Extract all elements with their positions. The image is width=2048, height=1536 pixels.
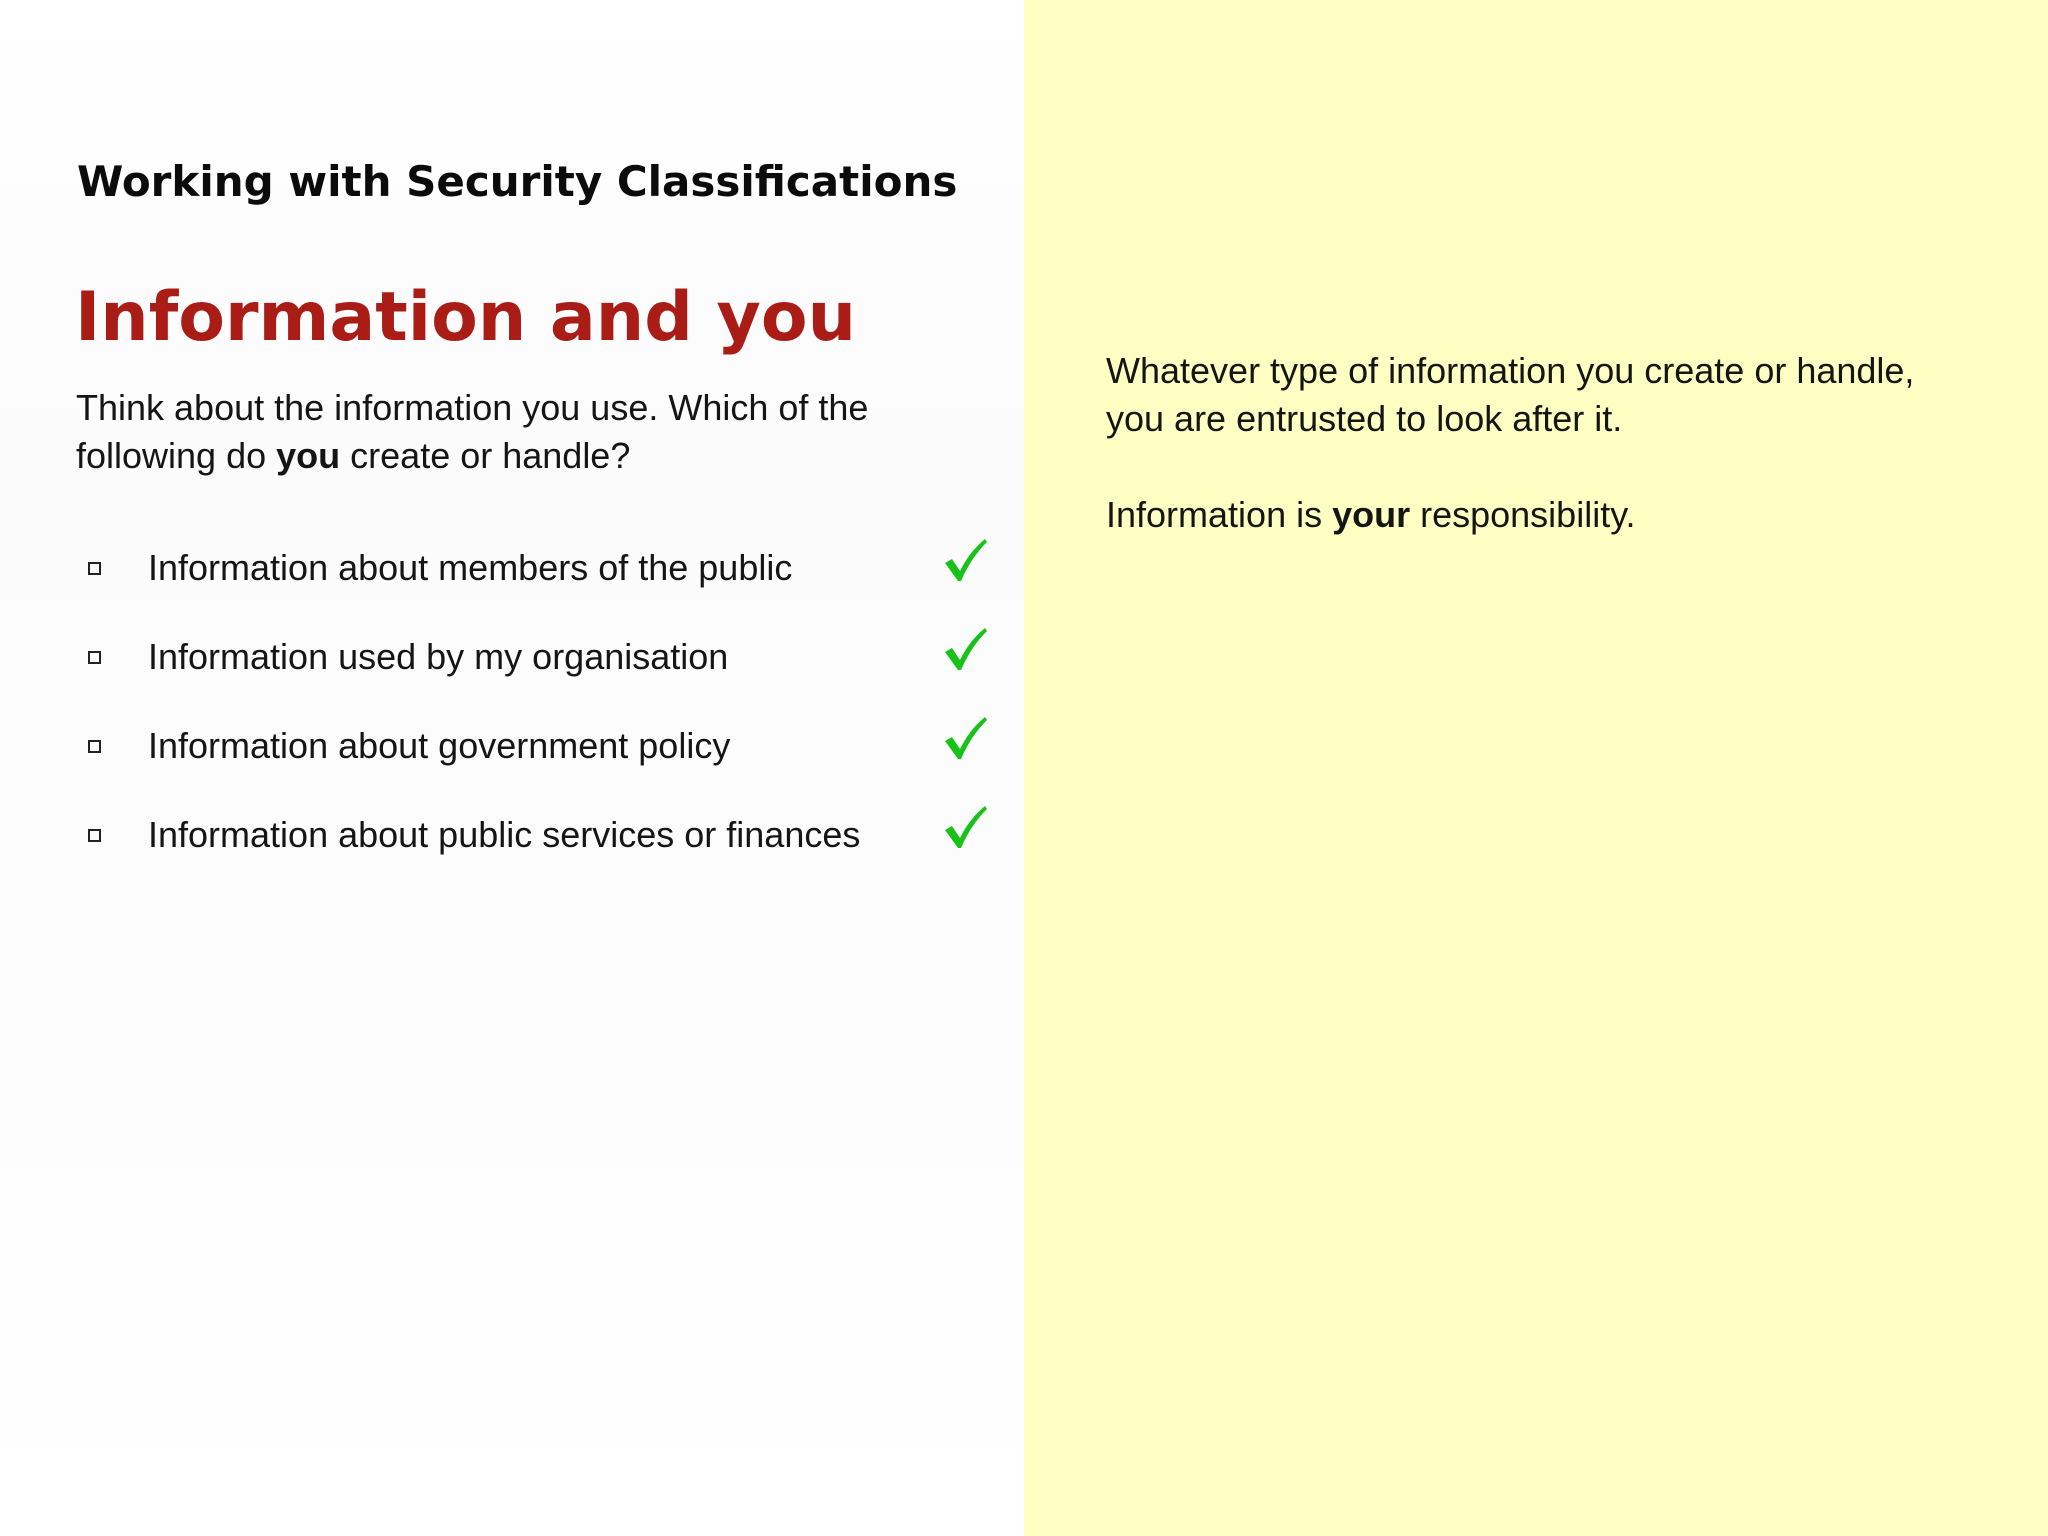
course-title: Working with Security Classifications [77,157,958,206]
responsibility-paragraph [1106,491,1966,539]
checklist-item-label: Information about government policy [148,725,731,766]
checklist-item [80,625,1000,714]
intro-text-prefix: Think about the information you use. Which of the following do [76,387,869,476]
empty-square-icon [88,829,101,842]
checklist-item-label: Information about members of the public [148,547,793,588]
responsibility-prefix: Information is [1106,494,1333,535]
green-check-icon [942,714,988,762]
responsibility-suffix: responsibility. [1410,494,1636,535]
empty-square-icon [88,740,101,753]
green-check-icon [942,536,988,584]
checklist-item-label: Information about public services or finances [148,814,861,855]
responsibility-emphasis: your [1332,494,1411,535]
information-checklist [80,536,1000,892]
entrusted-paragraph: Whatever type of information you create or handle, you are entrusted to look after it. [1106,350,1915,439]
intro-text [76,384,976,480]
green-check-icon [942,803,988,851]
empty-square-icon [88,651,101,664]
right-panel [1024,0,2048,1536]
checklist-item [80,714,1000,803]
intro-text-suffix: create or handle? [340,435,631,476]
green-check-icon [942,625,988,673]
checklist-item [80,803,1000,892]
section-title: Information and you [75,278,857,357]
checklist-item-label: Information used by my organisation [148,636,729,677]
checklist-item [80,536,1000,625]
intro-emphasis: you [276,435,341,476]
empty-square-icon [88,562,101,575]
responsibility-text [1106,347,1966,539]
